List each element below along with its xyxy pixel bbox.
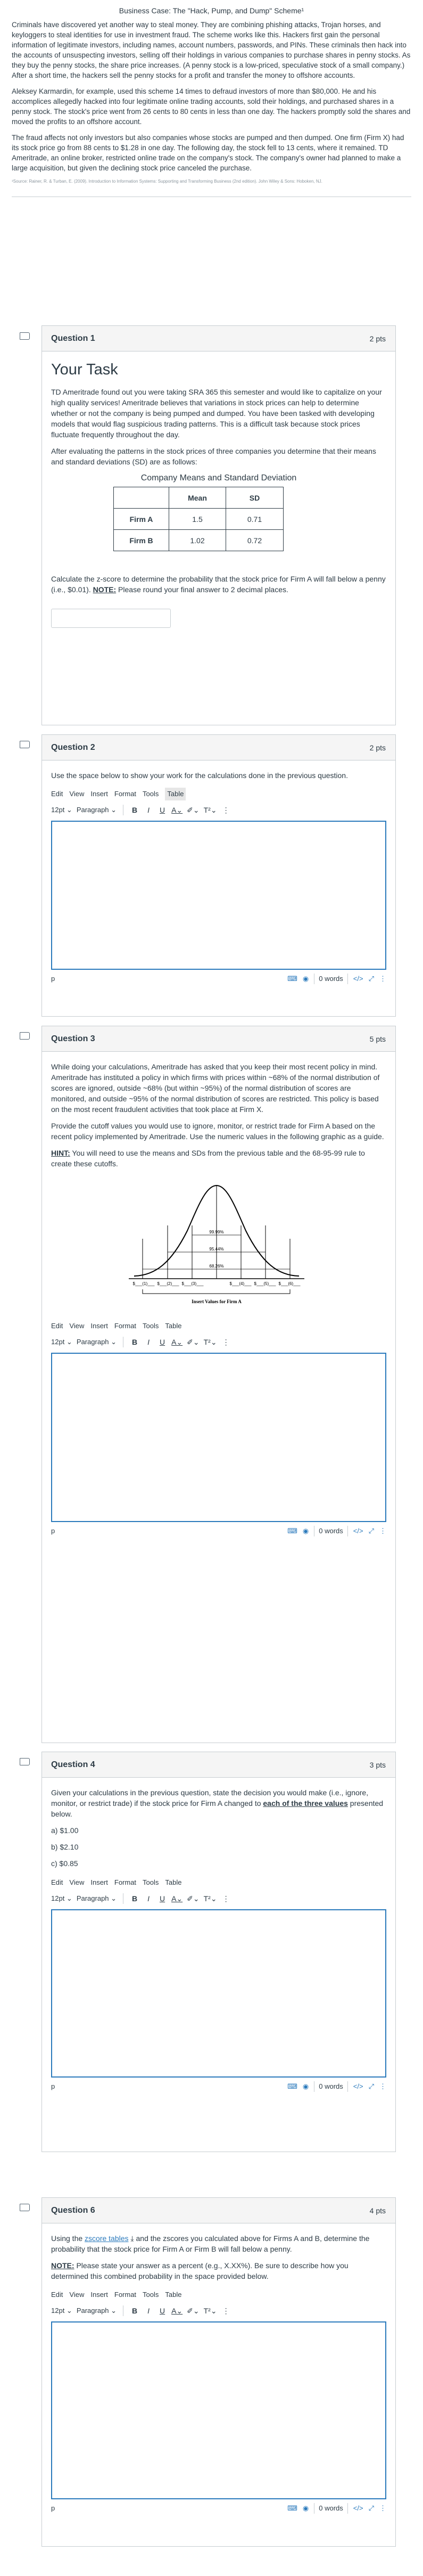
editor-toolbar <box>51 1334 386 1351</box>
more-icon[interactable]: ⋮ <box>222 1894 230 1903</box>
keyboard-icon[interactable]: ⌨ <box>287 2082 297 2090</box>
menu-insert[interactable]: Insert <box>90 1878 108 1886</box>
editor-toolbar <box>51 1890 386 1907</box>
accessibility-icon[interactable]: ◉ <box>302 2082 309 2090</box>
word-count: 0 words <box>314 2503 348 2514</box>
menu-table[interactable]: Table <box>165 1878 182 1886</box>
table-header-empty <box>114 487 169 509</box>
question-points: 2 pts <box>369 743 386 752</box>
question-header <box>42 1752 395 1778</box>
highlight-icon[interactable]: ✐⌄ <box>187 1338 200 1346</box>
resize-handle-icon[interactable]: ⋮ <box>379 2504 386 2512</box>
block-format-value: Paragraph <box>76 1338 109 1346</box>
hint-label: HINT: <box>51 1149 70 1157</box>
note-text: Please state your answer as a percent (e.g., X.XX%). Be sure to describe how you determined this combined probability in the space provided below. <box>51 2261 349 2280</box>
font-size-select[interactable]: 12pt ⌄ <box>51 2307 72 2315</box>
table-cell-firm: Firm A <box>114 509 169 530</box>
blank-label: $___(1)___ <box>132 1281 155 1286</box>
question-1-card <box>42 325 396 725</box>
html-editor-toggle[interactable]: </> <box>353 2082 363 2090</box>
case-paragraph-1: Criminals have discovered yet another way to steal money. They are combining phishing attacks, Trojan horses, and keyloggers to steal identities for use in investment fraud. The scheme works like this. Hackers first gain the personal information of legitimate investors, including names, account numbers, passwords, and PINs. These criminals then hack into the accounts of unsuspecting investors, selling off their holdings in various companies to purchase shares in penny stocks. As they buy the penny stocks, the share price increases. (A penny stock is a low-priced, speculative stock of a small company.) After a short time, the hackers sell the penny stocks for a profit and transfer the money to offshore accounts. <box>12 21 411 79</box>
menu-view[interactable]: View <box>69 1878 85 1886</box>
underline-icon[interactable]: U <box>160 1338 165 1346</box>
table-header-mean: Mean <box>169 487 226 509</box>
editor-toolbar <box>51 2302 386 2319</box>
word-count: 0 words <box>314 1526 348 1536</box>
case-title: Business Case: The "Hack, Pump, and Dump" Scheme¹ <box>119 6 304 15</box>
menu-format[interactable]: Format <box>114 2291 137 2299</box>
html-editor-toggle[interactable]: </> <box>353 1527 363 1535</box>
table-cell-sd: 0.71 <box>226 509 284 530</box>
more-icon[interactable]: ⋮ <box>222 1338 230 1346</box>
block-format-value: Paragraph <box>76 806 109 814</box>
keyboard-icon[interactable]: ⌨ <box>287 1527 297 1535</box>
underline-icon[interactable]: U <box>160 806 165 814</box>
prompt-text: and the zscores you calculated above for Firms A and B, determine the probability that the stock price for Firm A or Firm B will fall below a penny. <box>51 2234 370 2253</box>
accessibility-icon[interactable]: ◉ <box>302 2504 309 2512</box>
italic-icon[interactable]: I <box>147 1338 150 1346</box>
decision-prompt <box>51 1787 386 1819</box>
more-icon[interactable]: ⋮ <box>222 2307 230 2315</box>
question-points: 5 pts <box>369 1034 386 1043</box>
word-count: 0 words <box>314 974 348 984</box>
question-points: 4 pts <box>369 2206 386 2215</box>
table-header-sd: SD <box>226 487 284 509</box>
question-4-card <box>42 1752 396 2152</box>
menu-table[interactable]: Table <box>165 788 186 800</box>
task-paragraph-1: TD Ameritrade found out you were taking SRA 365 this semester and would like to capitalize on your high quality services! Ameritrade believes that variations in stock prices can help to determine whether or not the company is being pumped and dumped. You have been tasked with developing models that would flag suspicious trading patterns. This is a difficult task because stock prices fluctuate frequently throughout the day. <box>51 388 382 439</box>
editor-menubar <box>51 1875 386 1890</box>
hint-text: You will need to use the means and SDs from the previous table and the 68-95-99 rule to create these cutoffs. <box>51 1149 365 1168</box>
editor-statusbar <box>51 2499 386 2517</box>
menu-insert[interactable]: Insert <box>90 790 108 798</box>
question-title: Question 1 <box>51 333 95 343</box>
menu-view[interactable]: View <box>69 790 85 798</box>
label-99-percent: 99.99% <box>209 1230 224 1234</box>
text-color-icon[interactable]: A⌄ <box>171 1894 183 1903</box>
answer-input[interactable] <box>51 609 171 628</box>
option-c: c) $0.85 <box>51 1859 78 1868</box>
block-format-select[interactable]: Paragraph ⌄ <box>76 806 117 814</box>
blank-label: $___(6)___ <box>278 1281 301 1286</box>
normal-distribution-graphic <box>113 1177 320 1308</box>
accessibility-icon[interactable]: ◉ <box>302 975 309 983</box>
label-68-percent: 68.26% <box>209 1264 224 1269</box>
menu-tools[interactable]: Tools <box>143 790 159 798</box>
font-size-value: 12pt <box>51 1338 65 1346</box>
menu-edit[interactable]: Edit <box>51 1878 63 1886</box>
task-paragraph-3 <box>51 574 386 595</box>
element-path: p <box>51 975 55 983</box>
question-header <box>42 735 395 760</box>
underline-icon[interactable]: U <box>160 1894 165 1903</box>
html-editor-toggle[interactable]: </> <box>353 975 363 983</box>
axis-bracket <box>143 1289 290 1294</box>
menu-tools[interactable]: Tools <box>143 1322 159 1330</box>
editor-statusbar <box>51 1522 386 1540</box>
flag-question-4-icon[interactable] <box>20 1758 30 1765</box>
menu-insert[interactable]: Insert <box>90 1322 108 1330</box>
note-paragraph <box>51 2260 386 2281</box>
label-95-percent: 95.44% <box>209 1247 224 1252</box>
keyboard-icon[interactable]: ⌨ <box>287 975 297 983</box>
menu-edit[interactable]: Edit <box>51 2291 63 2299</box>
highlight-icon[interactable]: ✐⌄ <box>187 806 200 814</box>
font-size-select[interactable]: 12pt ⌄ <box>51 1894 72 1902</box>
block-format-value: Paragraph <box>76 1894 109 1902</box>
editor-statusbar <box>51 2078 386 2096</box>
menu-format[interactable]: Format <box>114 1878 137 1886</box>
question-points: 2 pts <box>369 334 386 343</box>
menu-format[interactable]: Format <box>114 790 137 798</box>
font-size-value: 12pt <box>51 806 65 814</box>
underline-icon[interactable]: U <box>160 2307 165 2315</box>
flag-question-1-icon[interactable] <box>20 332 30 340</box>
option-a: a) $1.00 <box>51 1826 79 1835</box>
editor-toolbar <box>51 802 386 819</box>
question-title: Question 6 <box>51 2205 95 2215</box>
blank-label: $___(2)___ <box>157 1281 179 1286</box>
question-6-card <box>42 2197 396 2547</box>
question-title: Question 4 <box>51 1760 95 1769</box>
flag-question-2-icon[interactable] <box>20 741 30 748</box>
menu-view[interactable]: View <box>69 2291 85 2299</box>
element-path: p <box>51 1527 55 1535</box>
menu-tools[interactable]: Tools <box>143 2291 159 2299</box>
table-title: Company Means and Standard Deviation <box>140 473 297 483</box>
text-color-icon[interactable]: A⌄ <box>171 806 183 814</box>
download-icon[interactable]: ⤓ <box>128 2234 134 2243</box>
menu-tools[interactable]: Tools <box>143 1878 159 1886</box>
bold-icon[interactable]: B <box>132 806 138 814</box>
block-format-select[interactable]: Paragraph ⌄ <box>76 1338 117 1346</box>
question-prompt: Use the space below to show your work for the calculations done in the previous question. <box>51 771 348 780</box>
accessibility-icon[interactable]: ◉ <box>302 1527 309 1535</box>
block-format-select[interactable]: Paragraph ⌄ <box>76 1894 117 1902</box>
html-editor-toggle[interactable]: </> <box>353 2504 363 2512</box>
font-size-select[interactable]: 12pt ⌄ <box>51 1338 72 1346</box>
superscript-icon[interactable]: T²⌄ <box>203 1338 217 1346</box>
rich-text-editor[interactable] <box>51 2321 386 2499</box>
menu-view[interactable]: View <box>69 1322 85 1330</box>
cutoff-paragraph: Provide the cutoff values you would use to ignore, monitor, or restrict trade for Firm A based on the recent policy implemented by Ameritrade. Use the numeric values in the following graphic as a guide. <box>51 1122 384 1141</box>
menu-edit[interactable]: Edit <box>51 1322 63 1330</box>
highlight-icon[interactable]: ✐⌄ <box>187 1894 200 1903</box>
rich-text-editor[interactable] <box>51 821 386 970</box>
superscript-icon[interactable]: T²⌄ <box>203 806 217 814</box>
prompt-text: presented below. <box>51 1799 384 1818</box>
policy-paragraph: While doing your calculations, Ameritrade has asked that you keep their most recent policy in mind. Ameritrade has instituted a policy in which firms with prices within ~68% of the normal distribution of scores are ignored, outside ~68% (but within ~95%) of the normal distribution of scores are monitored, and outside ~95% of the normal distribution of scores are restricted. This policy is based on the most recent fraudulent activities that took place at Firm X. <box>51 1062 380 1114</box>
table-cell-mean: 1.5 <box>169 509 226 530</box>
blank-label: $___(3)___ <box>181 1281 204 1286</box>
resize-handle-icon[interactable]: ⋮ <box>379 2082 386 2090</box>
bold-icon[interactable]: B <box>132 1894 138 1903</box>
menu-format[interactable]: Format <box>114 1322 137 1330</box>
case-source: ¹Source: Rainer, R. & Turban, E. (2009). Introduction to Information Systems: Supporting and Transforming Business (2nd edition). John Wiley & Sons: Hoboken, NJ. <box>12 179 322 184</box>
task-paragraph-2: After evaluating the patterns in the stock prices of three companies you determine that their means and standard deviations (SD) are as follows: <box>51 447 376 466</box>
note-label: NOTE: <box>51 2261 74 2270</box>
highlight-icon[interactable]: ✐⌄ <box>187 2307 200 2315</box>
case-paragraph-3: The fraud affects not only investors but also companies whose stocks are pumped and then dumped. One firm (Firm X) had its stock price go from 88 cents to $1.28 in one day. The following day, the stock fell to 13 cents, where it remained. TD Ameritrade, an online broker, restricted online trade on the company's stock. The company's owner had planned to make a large acquisition, but given the declining stock price canceled the purchase. <box>12 134 404 172</box>
prompt-text: Given your calculations in the previous question, state the decision you would make (i.e., ignore, monitor, or restrict trade) if the stock price for Firm A changed to <box>51 1788 369 1808</box>
keyboard-icon[interactable]: ⌨ <box>287 2504 297 2512</box>
table-row <box>114 530 284 551</box>
editor-menubar <box>51 2287 386 2302</box>
table-cell-sd: 0.72 <box>226 530 284 551</box>
menu-table[interactable]: Table <box>165 2291 182 2299</box>
note-label: NOTE: <box>93 585 117 594</box>
question-3-card <box>42 1026 396 1743</box>
means-table <box>113 487 284 551</box>
font-size-select[interactable]: 12pt ⌄ <box>51 806 72 814</box>
emphasis-text: each of the three values <box>263 1799 348 1808</box>
font-size-value: 12pt <box>51 1894 65 1902</box>
option-b: b) $2.10 <box>51 1843 79 1851</box>
italic-icon[interactable]: I <box>147 1894 150 1903</box>
fullscreen-icon[interactable]: ⤢ <box>368 975 374 983</box>
menu-table[interactable]: Table <box>165 1322 182 1330</box>
zscore-tables-link[interactable]: zscore tables <box>85 2234 129 2243</box>
hint-paragraph <box>51 1148 386 1169</box>
word-count: 0 words <box>314 2081 348 2092</box>
fullscreen-icon[interactable]: ⤢ <box>368 2504 374 2512</box>
more-icon[interactable]: ⋮ <box>222 806 230 814</box>
axis-label: Insert Values for Firm A <box>192 1299 242 1304</box>
task-heading: Your Task <box>51 361 118 378</box>
case-paragraph-2: Aleksey Karmardin, for example, used this scheme 14 times to defraud investors of more than $80,000. He and his accomplices allegedly hacked into four legitimate online trading accounts, sold their holdings, and purchased shares in a penny stock. The stock's price went from 26 cents to 80 cents in less than one day. The hackers promptly sold the shares and moved the profits to an offshore account. <box>12 87 411 126</box>
fullscreen-icon[interactable]: ⤢ <box>368 2082 374 2090</box>
task-text: Please round your final answer to 2 decimal places. <box>116 585 288 594</box>
probability-prompt <box>51 2233 386 2254</box>
text-color-icon[interactable]: A⌄ <box>171 1338 183 1346</box>
question-header <box>42 1026 395 1052</box>
font-size-value: 12pt <box>51 2307 65 2315</box>
editor-menubar <box>51 1319 386 1334</box>
question-2-card <box>42 734 396 1017</box>
rich-text-editor[interactable] <box>51 1909 386 2078</box>
resize-handle-icon[interactable]: ⋮ <box>379 1527 386 1535</box>
editor-statusbar <box>51 970 386 988</box>
flag-question-3-icon[interactable] <box>20 1032 30 1040</box>
blank-label: $___(4)___ <box>229 1281 252 1286</box>
prompt-text: Using the <box>51 2234 85 2243</box>
table-cell-mean: 1.02 <box>169 530 226 551</box>
superscript-icon[interactable]: T²⌄ <box>203 2307 217 2315</box>
bold-icon[interactable]: B <box>132 1338 138 1346</box>
question-title: Question 2 <box>51 742 95 752</box>
question-header <box>42 2198 395 2223</box>
block-format-select[interactable]: Paragraph ⌄ <box>76 2307 117 2315</box>
italic-icon[interactable]: I <box>147 2307 150 2315</box>
block-format-value: Paragraph <box>76 2307 109 2315</box>
question-title: Question 3 <box>51 1034 95 1043</box>
element-path: p <box>51 2504 55 2512</box>
italic-icon[interactable]: I <box>147 806 150 814</box>
text-color-icon[interactable]: A⌄ <box>171 2307 183 2315</box>
menu-insert[interactable]: Insert <box>90 2291 108 2299</box>
superscript-icon[interactable]: T²⌄ <box>203 1894 217 1903</box>
flag-question-6-icon[interactable] <box>20 2204 30 2211</box>
blank-label: $___(5)___ <box>254 1281 276 1286</box>
rich-text-editor[interactable] <box>51 1353 386 1522</box>
task-text: Calculate the z-score to determine the probability that the stock price for Firm A will fall below a penny (i.e., $0.01). <box>51 575 386 594</box>
fullscreen-icon[interactable]: ⤢ <box>368 1527 374 1535</box>
question-points: 3 pts <box>369 1760 386 1769</box>
editor-menubar <box>51 787 386 802</box>
bold-icon[interactable]: B <box>132 2307 138 2315</box>
question-header <box>42 326 395 351</box>
table-row <box>114 509 284 530</box>
element-path: p <box>51 2082 55 2090</box>
table-cell-firm: Firm B <box>114 530 169 551</box>
resize-handle-icon[interactable]: ⋮ <box>379 975 386 983</box>
menu-edit[interactable]: Edit <box>51 790 63 798</box>
